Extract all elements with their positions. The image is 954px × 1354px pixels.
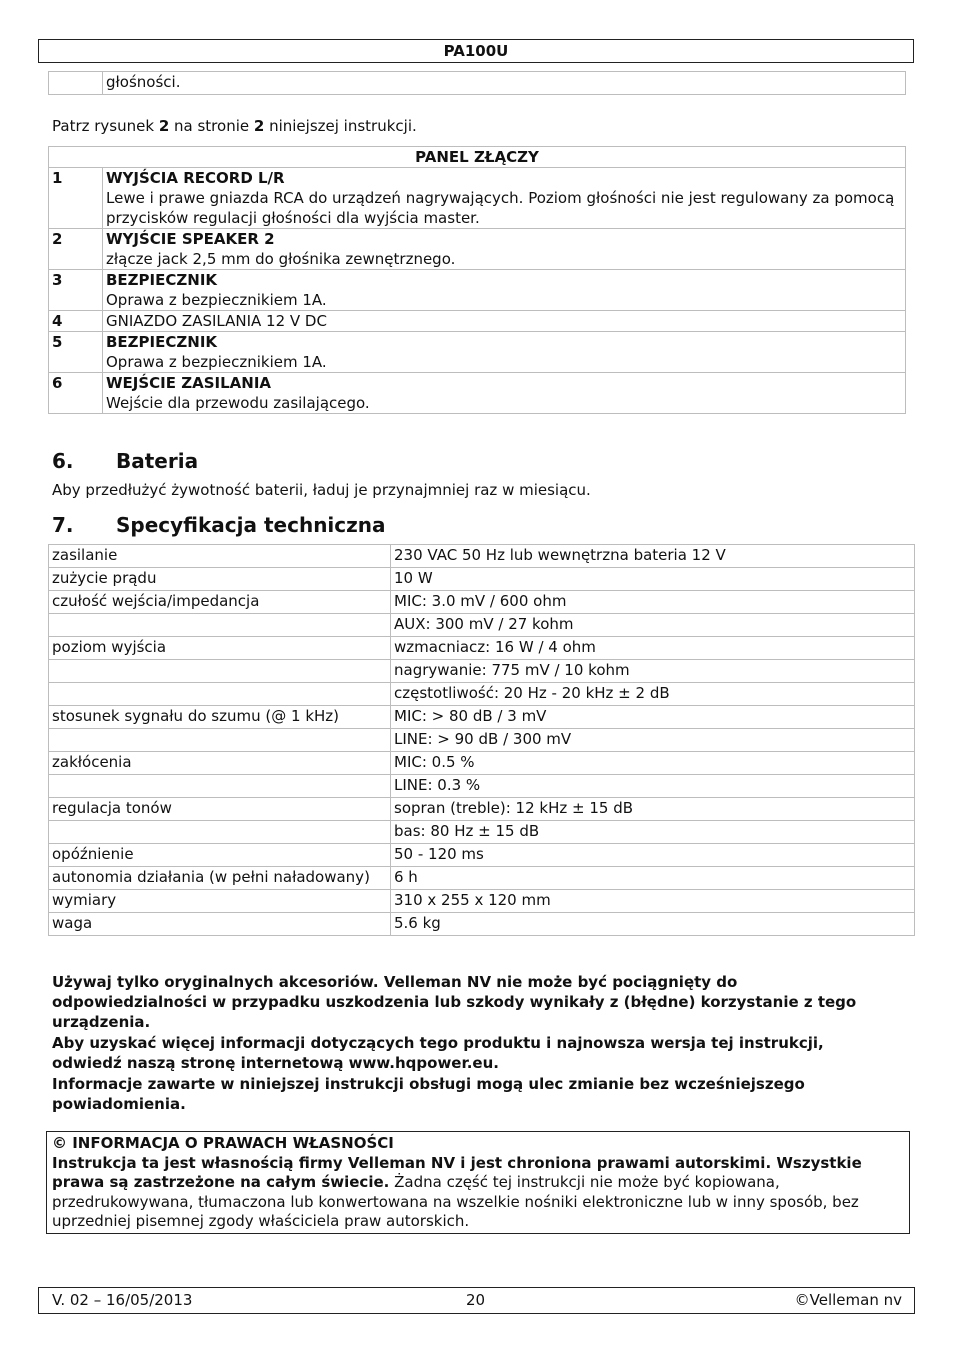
spec-key xyxy=(49,614,391,637)
spec-key xyxy=(49,821,391,844)
spec-table xyxy=(48,544,915,936)
note-website: Aby uzyskać więcej informacji dotyczących tego produktu i najnowsza wersja tej instrukcji, odwiedź naszą stronę internetową www.hqpower.eu. xyxy=(52,1034,824,1072)
section-number: 6. xyxy=(52,449,74,473)
table-row xyxy=(49,270,906,311)
spec-value: 310 x 255 x 120 mm xyxy=(391,890,915,913)
table-row xyxy=(49,332,906,373)
item-name: BEZPIECZNIK xyxy=(106,271,218,289)
item-cell xyxy=(103,270,906,311)
page-number-ref: 2 xyxy=(253,117,265,135)
spec-value: 6 h xyxy=(391,867,915,890)
table-row xyxy=(49,168,906,229)
table-row xyxy=(49,72,906,95)
intro-post: niniejszej instrukcji. xyxy=(264,117,417,135)
spec-key: stosunek sygnału do szumu (@ 1 kHz) xyxy=(49,706,391,729)
footer-version: V. 02 – 16/05/2013 xyxy=(52,1291,193,1309)
item-name: WYJŚCIE SPEAKER 2 xyxy=(106,230,275,248)
spec-value: wzmacniacz: 16 W / 4 ohm xyxy=(391,637,915,660)
note-changes: Informacje zawarte w niniejszej instrukcji obsługi mogą ulec zmianie bez wcześniejszego powiadomienia. xyxy=(52,1075,805,1113)
spec-key: zasilanie xyxy=(49,545,391,568)
empty-cell xyxy=(49,72,103,95)
table-row xyxy=(49,229,906,270)
item-description: Wejście dla przewodu zasilającego. xyxy=(106,394,370,412)
item-name: GNIAZDO ZASILANIA 12 V DC xyxy=(106,312,327,330)
table-row xyxy=(49,637,915,660)
table-row xyxy=(49,798,915,821)
table-row xyxy=(49,913,915,936)
spec-key: zużycie prądu xyxy=(49,568,391,591)
table-row xyxy=(49,591,915,614)
spec-value: 5.6 kg xyxy=(391,913,915,936)
spec-key: waga xyxy=(49,913,391,936)
intro-pre: Patrz rysunek xyxy=(52,117,159,135)
item-number: 4 xyxy=(49,311,103,332)
item-cell xyxy=(103,373,906,414)
panel-table xyxy=(48,146,906,414)
item-cell xyxy=(103,168,906,229)
page-footer xyxy=(38,1287,915,1314)
table-row xyxy=(49,867,915,890)
copyright-bold: Instrukcja ta jest własnością firmy Velleman NV i jest chroniona prawami autorskimi. Wszystkie prawa są zastrzeżone na całym świecie. xyxy=(52,1153,862,1191)
item-number: 3 xyxy=(49,270,103,311)
spec-value: bas: 80 Hz ± 15 dB xyxy=(391,821,915,844)
section-title: Bateria xyxy=(116,449,199,473)
spec-key xyxy=(49,775,391,798)
item-description: Oprawa z bezpiecznikiem 1A. xyxy=(106,353,327,371)
spec-value: 230 VAC 50 Hz lub wewnętrzna bateria 12 V xyxy=(391,545,915,568)
copyright-body xyxy=(52,1154,904,1232)
section-6-heading xyxy=(52,449,198,473)
spec-value: częstotliwość: 20 Hz - 20 kHz ± 2 dB xyxy=(391,683,915,706)
section-title: Specyfikacja techniczna xyxy=(116,513,386,537)
table-row xyxy=(49,729,915,752)
notes xyxy=(52,972,892,1115)
spec-value: MIC: 0.5 % xyxy=(391,752,915,775)
table-row xyxy=(49,147,906,168)
page-header xyxy=(38,39,914,63)
spec-key xyxy=(49,729,391,752)
item-cell xyxy=(103,332,906,373)
table-row xyxy=(49,614,915,637)
spec-key: poziom wyjścia xyxy=(49,637,391,660)
spec-value: 50 - 120 ms xyxy=(391,844,915,867)
spec-value: 10 W xyxy=(391,568,915,591)
item-description: Oprawa z bezpiecznikiem 1A. xyxy=(106,291,327,309)
spec-key: wymiary xyxy=(49,890,391,913)
figure-number: 2 xyxy=(158,117,170,135)
continuation-table xyxy=(48,71,906,95)
item-number: 1 xyxy=(49,168,103,229)
spec-key xyxy=(49,660,391,683)
table-row xyxy=(49,821,915,844)
table-row xyxy=(49,706,915,729)
item-name: WEJŚCIE ZASILANIA xyxy=(106,374,272,392)
table-row xyxy=(49,568,915,591)
item-number: 2 xyxy=(49,229,103,270)
footer-brand: ©Velleman nv xyxy=(794,1291,902,1309)
intro-mid: na stronie xyxy=(169,117,254,135)
spec-value: sopran (treble): 12 kHz ± 15 dB xyxy=(391,798,915,821)
table-row xyxy=(49,775,915,798)
section-number: 7. xyxy=(52,513,74,537)
copyright-text: Żadna część tej instrukcji nie może być kopiowana, przedrukowywana, tłumaczona lub konwertowana na wszelkie nośniki elektroniczne lub w inny sposób, bez uprzedniej pisemnej zgody właściciela praw autorskich. xyxy=(52,1173,859,1230)
item-cell xyxy=(103,311,906,332)
model-name: PA100U xyxy=(443,42,509,60)
table-row xyxy=(49,890,915,913)
spec-value: LINE: > 90 dB / 300 mV xyxy=(391,729,915,752)
footer-page-number: 20 xyxy=(466,1291,486,1309)
table-row xyxy=(49,545,915,568)
table-row xyxy=(49,683,915,706)
table-row xyxy=(49,752,915,775)
spec-value: nagrywanie: 775 mV / 10 kohm xyxy=(391,660,915,683)
panel-body xyxy=(49,168,906,414)
note-accessories: Używaj tylko oryginalnych akcesoriów. Velleman NV nie może być pociągnięty do odpowiedzialności w przypadku uszkodzenia lub szkody wynikały z (błędne) korzystanie z tego urządzenia. xyxy=(52,973,857,1031)
table-row xyxy=(49,373,906,414)
table-row xyxy=(49,844,915,867)
spec-key: opóźnienie xyxy=(49,844,391,867)
spec-value: AUX: 300 mV / 27 kohm xyxy=(391,614,915,637)
item-cell xyxy=(103,229,906,270)
copyright-box xyxy=(46,1131,910,1234)
table-row xyxy=(49,311,906,332)
spec-value: MIC: > 80 dB / 3 mV xyxy=(391,706,915,729)
continuation-text: głośności. xyxy=(103,72,906,95)
spec-key: regulacja tonów xyxy=(49,798,391,821)
item-number: 5 xyxy=(49,332,103,373)
item-description: Lewe i prawe gniazda RCA do urządzeń nagrywających. Poziom głośności nie jest regulowany za pomocą przycisków regulacji głośności dla wyjścia master. xyxy=(106,189,895,227)
panel-title: PANEL ZŁĄCZY xyxy=(49,147,906,168)
intro-text xyxy=(52,116,417,136)
spec-key: czułość wejścia/impedancja xyxy=(49,591,391,614)
item-name: BEZPIECZNIK xyxy=(106,333,218,351)
copyright-title: © INFORMACJA O PRAWACH WŁASNOŚCI xyxy=(52,1134,394,1152)
item-number: 6 xyxy=(49,373,103,414)
spec-value: MIC: 3.0 mV / 600 ohm xyxy=(391,591,915,614)
table-row xyxy=(49,660,915,683)
item-name: WYJŚCIA RECORD L/R xyxy=(106,169,285,187)
item-description: złącze jack 2,5 mm do głośnika zewnętrznego. xyxy=(106,250,456,268)
section-7-heading xyxy=(52,513,386,537)
spec-key: autonomia działania (w pełni naładowany) xyxy=(49,867,391,890)
spec-value: LINE: 0.3 % xyxy=(391,775,915,798)
spec-key xyxy=(49,683,391,706)
spec-key: zakłócenia xyxy=(49,752,391,775)
section-6-text: Aby przedłużyć żywotność baterii, ładuj je przynajmniej raz w miesiącu. xyxy=(52,481,591,499)
